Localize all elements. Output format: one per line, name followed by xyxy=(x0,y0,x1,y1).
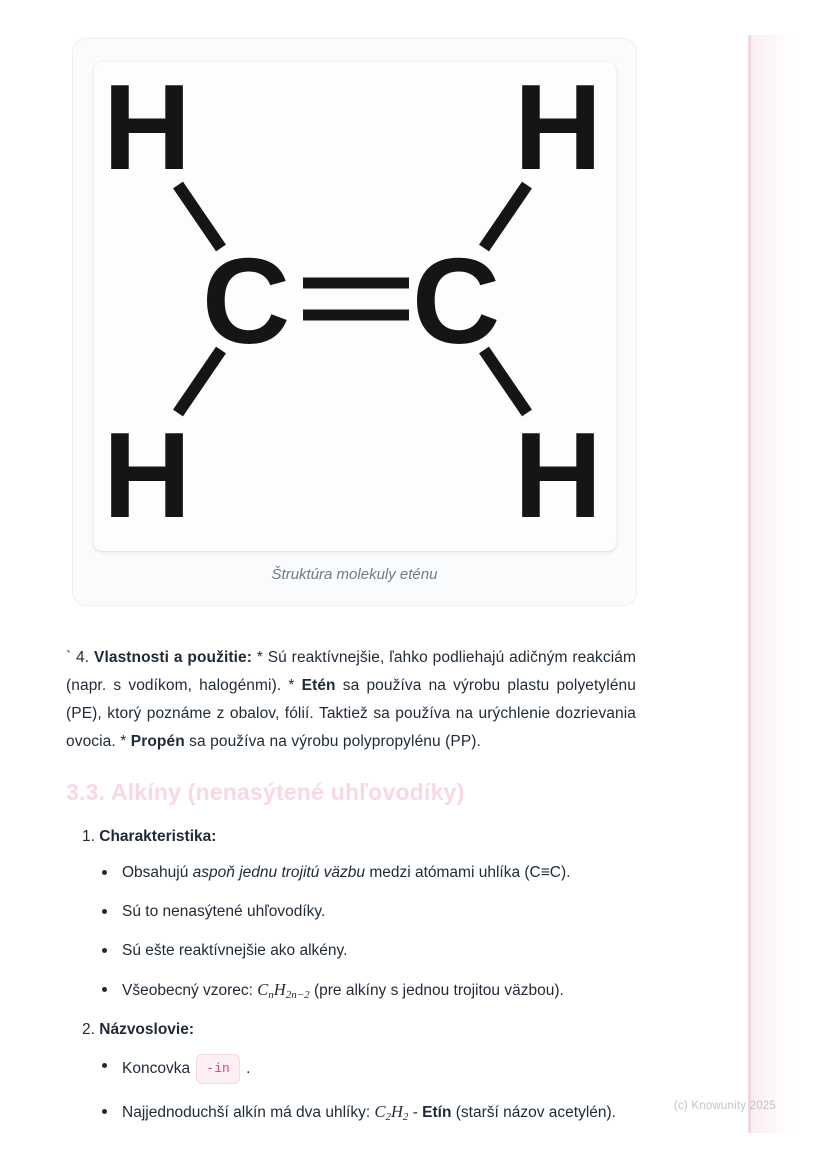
bullet-icon xyxy=(102,948,107,953)
hydrogen-atom-top-left: H xyxy=(102,62,192,195)
propene-term: Propén xyxy=(130,733,185,750)
formula-symbol: C xyxy=(257,980,269,999)
formula-symbol: H xyxy=(390,1102,403,1121)
properties-label: Vlastnosti a použitie: xyxy=(94,649,252,666)
list-item xyxy=(66,978,636,1002)
hydrogen-atom-bottom-right: H xyxy=(513,407,603,543)
bullet-icon xyxy=(102,909,107,914)
formula-subscript: n xyxy=(268,989,274,1001)
item-text: - xyxy=(408,1104,423,1121)
formula-symbol: H xyxy=(273,980,286,999)
paragraph-text: sa používa na výrobu plastu polyetylénu (PE), ktorý poznáme z obalov, fólií. Taktiež sa používa na urýchlenie dozrievania ovocia. * xyxy=(66,677,636,750)
list-title: Názvoslovie: xyxy=(99,1021,195,1038)
list-item xyxy=(66,1054,636,1084)
etine-term: Etín xyxy=(422,1104,452,1121)
formula-subscript: 2n−2 xyxy=(285,989,310,1001)
suffix-code-badge: -in xyxy=(196,1054,239,1084)
list-number: 1. xyxy=(82,828,95,845)
item-text: Všeobecný vzorec: xyxy=(122,982,258,999)
hydrogen-atom-top-right: H xyxy=(513,62,603,195)
figure-card xyxy=(72,38,637,606)
item-text: medzi atómami uhlíka (C≡C). xyxy=(365,864,571,881)
figure-caption: Štruktúra molekuly eténu xyxy=(271,566,438,583)
item-text: (starší názov acetylén). xyxy=(451,1104,616,1121)
bullet-icon xyxy=(102,1109,107,1114)
list-header-nazvoslovie xyxy=(66,1018,636,1041)
ethene-molecule-diagram xyxy=(94,62,616,551)
list-item xyxy=(66,900,636,923)
list-title: Charakteristika: xyxy=(99,828,217,845)
hydrogen-atom-bottom-left: H xyxy=(102,407,192,543)
paragraph-text: sa používa na výrobu polypropylénu (PP). xyxy=(184,733,481,750)
properties-paragraph xyxy=(66,644,636,756)
list-item xyxy=(66,861,636,884)
item-text: Koncovka xyxy=(122,1060,195,1077)
page-edge-strip xyxy=(748,35,794,1133)
list-item xyxy=(66,939,636,962)
paragraph-text: * Sú reaktívnejšie, ľahko podliehajú adičným reakciám (napr. s vodíkom, halogénmi). * xyxy=(66,649,636,694)
paragraph-prefix: ` 4. xyxy=(66,649,94,666)
item-text: (pre alkíny s jednou trojitou väzbou). xyxy=(309,982,564,999)
list-item xyxy=(66,1100,636,1124)
section-heading-alkyny: 3.3. Alkíny (nenasýtené uhľovodíky) xyxy=(66,779,465,805)
bullet-icon xyxy=(102,987,107,992)
item-emphasis: aspoň jednu trojitú väzbu xyxy=(192,864,366,881)
item-text: Obsahujú xyxy=(122,864,193,881)
list-number: 2. xyxy=(82,1021,95,1038)
item-text: . xyxy=(241,1060,251,1077)
carbon-atom-left: C xyxy=(201,233,291,369)
bullet-icon xyxy=(102,1063,107,1068)
formula-subscript: 2 xyxy=(402,1111,409,1123)
carbon-atom-right: C xyxy=(411,233,501,369)
item-text: Sú ešte reaktívnejšie ako alkény. xyxy=(122,942,348,959)
item-text: Najjednoduchší alkín má dva uhlíky: xyxy=(122,1104,375,1121)
document-content xyxy=(66,38,636,1140)
etene-term: Etén xyxy=(301,677,336,694)
ethene-structure-image xyxy=(94,62,616,551)
list-header-charakteristika xyxy=(66,825,636,848)
item-text: Sú to nenasýtené uhľovodíky. xyxy=(122,903,326,920)
nomenclature-list xyxy=(66,1018,636,1124)
formula-subscript: 2 xyxy=(385,1111,391,1123)
general-formula xyxy=(257,980,309,999)
watermark: (c) Knowunity 2025 xyxy=(673,1100,776,1112)
formula-symbol: C xyxy=(374,1102,386,1121)
bullet-icon xyxy=(102,870,107,875)
etine-formula xyxy=(374,1102,408,1121)
characteristics-list xyxy=(66,825,636,1002)
